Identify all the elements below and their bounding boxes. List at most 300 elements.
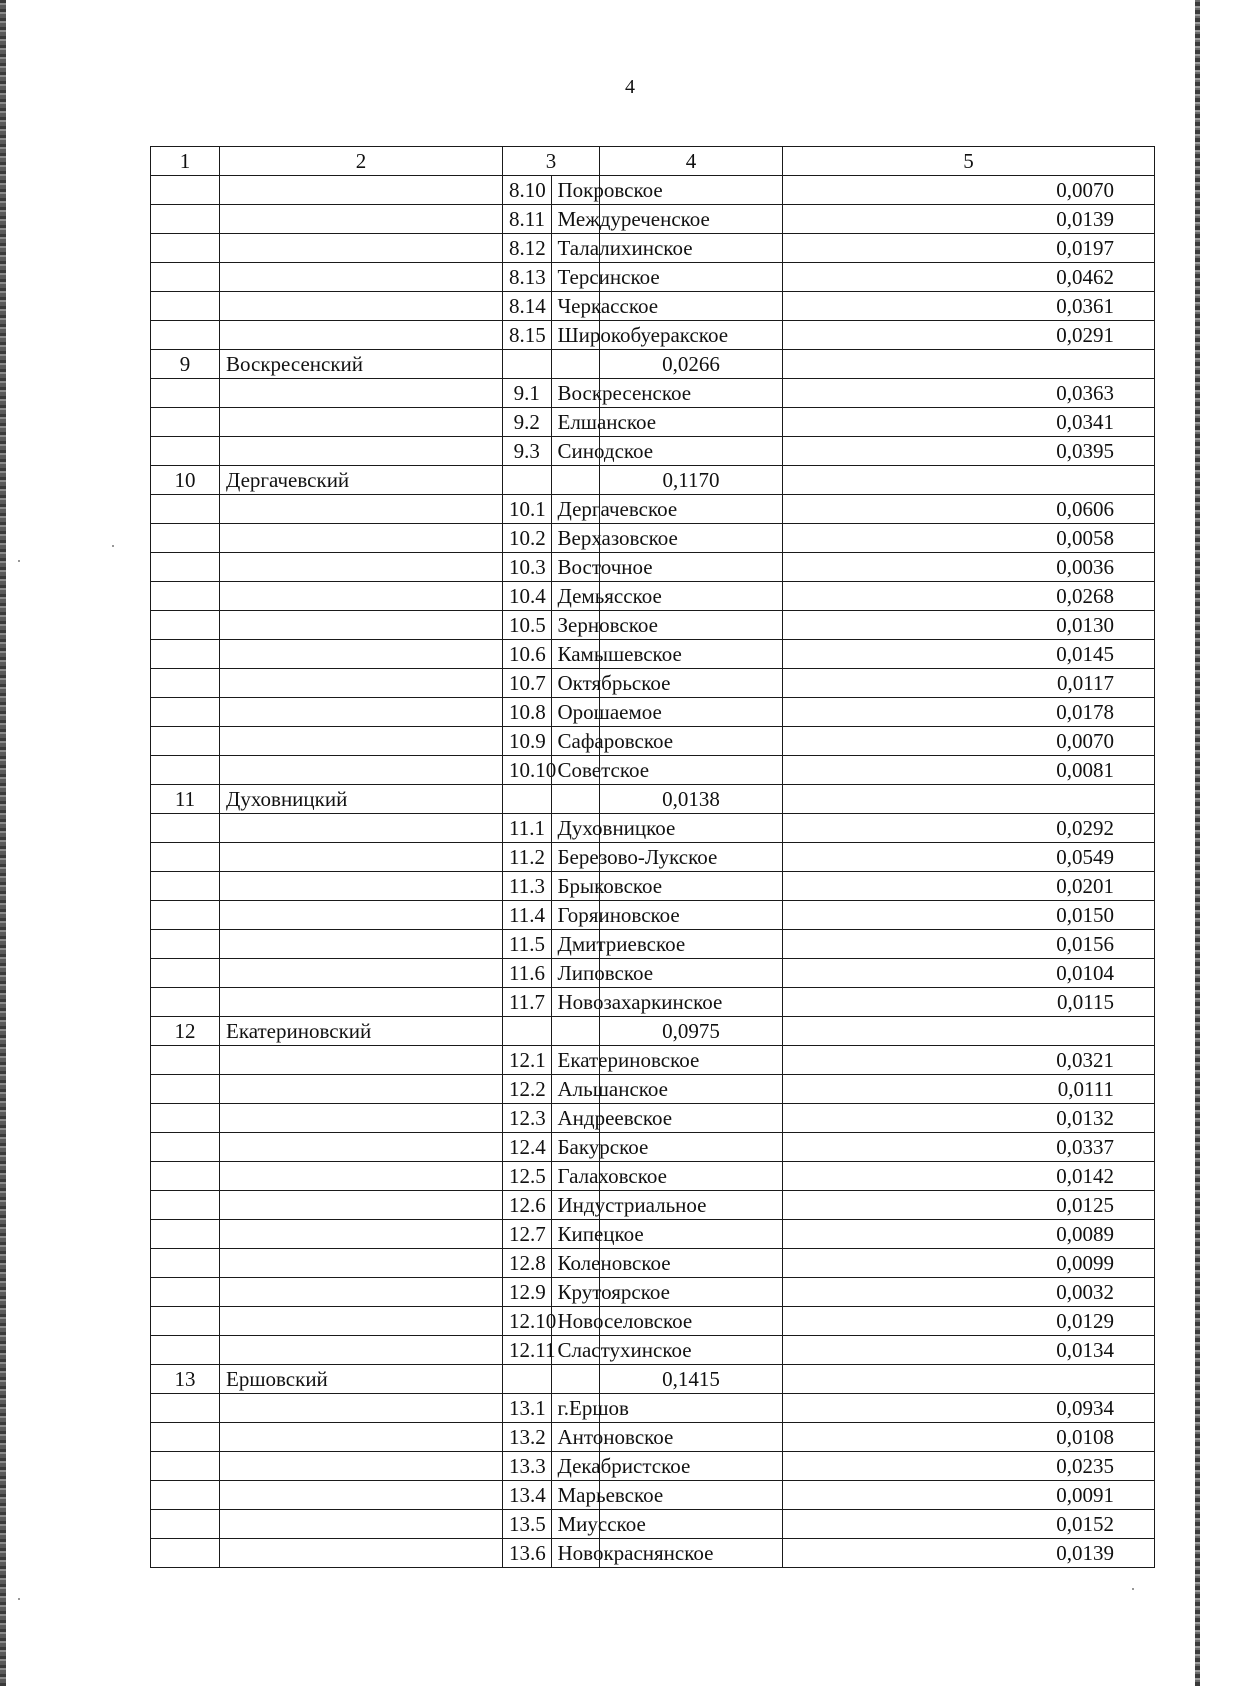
- cell-number: [151, 234, 220, 263]
- cell-number: [151, 408, 220, 437]
- settlement-row: [151, 1104, 1155, 1133]
- cell-settlement: Междуреченское: [551, 205, 600, 234]
- cell-number: [151, 1452, 220, 1481]
- cell-district: [220, 1336, 503, 1365]
- cell-code: 11.2: [503, 843, 552, 872]
- cell-number: 11: [151, 785, 220, 814]
- settlement-row: [151, 292, 1155, 321]
- cell-coefficient-settlement: 0,0115: [783, 988, 1155, 1017]
- cell-coefficient-district: 0,1170: [600, 466, 783, 495]
- cell-settlement: Демьясское: [551, 582, 600, 611]
- cell-number: [151, 756, 220, 785]
- cell-settlement: Марьевское: [551, 1481, 600, 1510]
- cell-number: [151, 698, 220, 727]
- cell-code: 10.10: [503, 756, 552, 785]
- cell-settlement: Орошаемое: [551, 698, 600, 727]
- cell-district: [220, 930, 503, 959]
- cell-number: [151, 1278, 220, 1307]
- cell-code: 12.1: [503, 1046, 552, 1075]
- settlement-row: [151, 1336, 1155, 1365]
- cell-district: [220, 1104, 503, 1133]
- cell-coefficient-settlement: [783, 466, 1155, 495]
- cell-settlement: Галаховское: [551, 1162, 600, 1191]
- cell-coefficient-settlement: 0,0337: [783, 1133, 1155, 1162]
- cell-district: [220, 727, 503, 756]
- cell-code: 11.6: [503, 959, 552, 988]
- cell-coefficient-settlement: 0,0104: [783, 959, 1155, 988]
- cell-code: 10.2: [503, 524, 552, 553]
- settlement-row: [151, 1510, 1155, 1539]
- cell-district: [220, 1191, 503, 1220]
- cell-district: [220, 379, 503, 408]
- cell-coefficient-settlement: 0,0156: [783, 930, 1155, 959]
- cell-coefficient-settlement: [783, 785, 1155, 814]
- cell-code: 11.7: [503, 988, 552, 1017]
- coefficient-table: [150, 146, 1155, 1568]
- scan-speck: [1132, 1588, 1134, 1590]
- cell-settlement: Новокраснянское: [551, 1539, 600, 1568]
- cell-settlement: Екатериновское: [551, 1046, 600, 1075]
- cell-code: 12.9: [503, 1278, 552, 1307]
- cell-number: [151, 1162, 220, 1191]
- cell-settlement: Воскресенское: [551, 379, 600, 408]
- cell-settlement: Декабристское: [551, 1452, 600, 1481]
- cell-number: [151, 1104, 220, 1133]
- cell-coefficient-settlement: 0,0341: [783, 408, 1155, 437]
- settlement-row: [151, 176, 1155, 205]
- cell-settlement: Черкасское: [551, 292, 600, 321]
- cell-coefficient-settlement: 0,0032: [783, 1278, 1155, 1307]
- cell-settlement: Верхазовское: [551, 524, 600, 553]
- cell-settlement: Коленовское: [551, 1249, 600, 1278]
- cell-district: [220, 292, 503, 321]
- cell-number: [151, 1510, 220, 1539]
- cell-code: 12.2: [503, 1075, 552, 1104]
- header-col-2: 2: [220, 147, 503, 176]
- cell-code: 12.3: [503, 1104, 552, 1133]
- cell-number: 10: [151, 466, 220, 495]
- cell-district: [220, 234, 503, 263]
- settlement-row: [151, 611, 1155, 640]
- cell-coefficient-settlement: 0,0036: [783, 553, 1155, 582]
- cell-coefficient-settlement: 0,0462: [783, 263, 1155, 292]
- cell-settlement: Индустриальное: [551, 1191, 600, 1220]
- cell-coefficient-settlement: 0,0117: [783, 669, 1155, 698]
- cell-number: [151, 495, 220, 524]
- cell-number: [151, 205, 220, 234]
- scan-border-right: [1195, 0, 1200, 1686]
- cell-coefficient-settlement: 0,0934: [783, 1394, 1155, 1423]
- cell-settlement: Дергачевское: [551, 495, 600, 524]
- cell-coefficient-settlement: 0,0321: [783, 1046, 1155, 1075]
- cell-coefficient-settlement: 0,0129: [783, 1307, 1155, 1336]
- cell-coefficient-district: 0,0975: [600, 1017, 783, 1046]
- cell-code: 12.7: [503, 1220, 552, 1249]
- cell-district: [220, 205, 503, 234]
- cell-number: [151, 176, 220, 205]
- district-row: [151, 350, 1155, 379]
- cell-district: [220, 1133, 503, 1162]
- cell-district: [220, 582, 503, 611]
- cell-district: [220, 1307, 503, 1336]
- cell-number: 13: [151, 1365, 220, 1394]
- cell-code: 10.6: [503, 640, 552, 669]
- cell-number: [151, 1336, 220, 1365]
- cell-coefficient-settlement: 0,0108: [783, 1423, 1155, 1452]
- settlement-row: [151, 1423, 1155, 1452]
- cell-settlement: Камышевское: [551, 640, 600, 669]
- settlement-row: [151, 901, 1155, 930]
- cell-coefficient-settlement: 0,0145: [783, 640, 1155, 669]
- cell-number: [151, 611, 220, 640]
- cell-number: [151, 727, 220, 756]
- cell-district: [220, 1452, 503, 1481]
- scan-speck: [18, 1598, 20, 1600]
- cell-district: [220, 1162, 503, 1191]
- settlement-row: [151, 814, 1155, 843]
- cell-district: [220, 553, 503, 582]
- cell-code: 12.10: [503, 1307, 552, 1336]
- cell-settlement: [551, 1017, 600, 1046]
- cell-number: [151, 1249, 220, 1278]
- cell-settlement: Антоновское: [551, 1423, 600, 1452]
- cell-settlement: [551, 466, 600, 495]
- cell-settlement: Терсинское: [551, 263, 600, 292]
- cell-settlement: [551, 350, 600, 379]
- cell-code: 10.4: [503, 582, 552, 611]
- cell-coefficient-district: 0,0266: [600, 350, 783, 379]
- page-number: 4: [625, 76, 635, 98]
- cell-district: [220, 524, 503, 553]
- cell-coefficient-district: 0,0138: [600, 785, 783, 814]
- cell-code: 12.5: [503, 1162, 552, 1191]
- cell-district: [220, 1278, 503, 1307]
- settlement-row: [151, 437, 1155, 466]
- cell-code: 8.15: [503, 321, 552, 350]
- cell-coefficient-settlement: 0,0363: [783, 379, 1155, 408]
- cell-settlement: Липовское: [551, 959, 600, 988]
- cell-settlement: Сафаровское: [551, 727, 600, 756]
- cell-district: [220, 756, 503, 785]
- cell-district: Екатериновский: [220, 1017, 503, 1046]
- cell-settlement: Альшанское: [551, 1075, 600, 1104]
- cell-code: 12.6: [503, 1191, 552, 1220]
- cell-coefficient-settlement: 0,0132: [783, 1104, 1155, 1133]
- cell-district: [220, 1046, 503, 1075]
- cell-number: [151, 1481, 220, 1510]
- cell-number: [151, 1220, 220, 1249]
- cell-number: [151, 843, 220, 872]
- cell-code: 11.3: [503, 872, 552, 901]
- cell-settlement: Брыковское: [551, 872, 600, 901]
- cell-code: 9.1: [503, 379, 552, 408]
- cell-district: [220, 437, 503, 466]
- settlement-row: [151, 379, 1155, 408]
- cell-district: [220, 1394, 503, 1423]
- cell-district: [220, 872, 503, 901]
- scan-speck: [112, 545, 114, 547]
- cell-settlement: Березово-Лукское: [551, 843, 600, 872]
- cell-district: [220, 1539, 503, 1568]
- settlement-row: [151, 582, 1155, 611]
- cell-code: [503, 785, 552, 814]
- cell-settlement: [551, 785, 600, 814]
- cell-number: [151, 930, 220, 959]
- cell-code: 11.1: [503, 814, 552, 843]
- cell-code: 10.7: [503, 669, 552, 698]
- settlement-row: [151, 1278, 1155, 1307]
- cell-district: [220, 176, 503, 205]
- cell-settlement: Восточное: [551, 553, 600, 582]
- cell-code: 12.4: [503, 1133, 552, 1162]
- cell-district: [220, 1481, 503, 1510]
- cell-district: [220, 901, 503, 930]
- cell-district: [220, 408, 503, 437]
- cell-code: 13.1: [503, 1394, 552, 1423]
- settlement-row: [151, 1307, 1155, 1336]
- cell-coefficient-settlement: 0,0292: [783, 814, 1155, 843]
- cell-district: [220, 669, 503, 698]
- cell-code: 9.3: [503, 437, 552, 466]
- cell-number: [151, 263, 220, 292]
- cell-coefficient-settlement: 0,0197: [783, 234, 1155, 263]
- cell-settlement: Горяиновское: [551, 901, 600, 930]
- cell-settlement: Покровское: [551, 176, 600, 205]
- cell-code: [503, 1017, 552, 1046]
- cell-number: [151, 640, 220, 669]
- cell-number: [151, 988, 220, 1017]
- cell-code: 11.5: [503, 930, 552, 959]
- settlement-row: [151, 495, 1155, 524]
- cell-number: [151, 321, 220, 350]
- cell-district: [220, 1510, 503, 1539]
- cell-district: [220, 1249, 503, 1278]
- settlement-row: [151, 1220, 1155, 1249]
- settlement-row: [151, 930, 1155, 959]
- cell-code: 13.5: [503, 1510, 552, 1539]
- cell-settlement: Октябрьское: [551, 669, 600, 698]
- cell-settlement: Советское: [551, 756, 600, 785]
- cell-number: [151, 814, 220, 843]
- cell-number: [151, 1075, 220, 1104]
- settlement-row: [151, 959, 1155, 988]
- cell-code: 8.14: [503, 292, 552, 321]
- cell-number: [151, 379, 220, 408]
- cell-district: [220, 698, 503, 727]
- cell-coefficient-settlement: 0,0142: [783, 1162, 1155, 1191]
- cell-coefficient-settlement: 0,0395: [783, 437, 1155, 466]
- cell-number: [151, 1191, 220, 1220]
- cell-number: [151, 553, 220, 582]
- settlement-row: [151, 843, 1155, 872]
- cell-code: 8.11: [503, 205, 552, 234]
- cell-district: [220, 321, 503, 350]
- settlement-row: [151, 524, 1155, 553]
- cell-district: [220, 814, 503, 843]
- cell-settlement: Синодское: [551, 437, 600, 466]
- settlement-row: [151, 1249, 1155, 1278]
- cell-district: [220, 843, 503, 872]
- cell-district: [220, 640, 503, 669]
- cell-number: [151, 959, 220, 988]
- settlement-row: [151, 1191, 1155, 1220]
- cell-code: [503, 350, 552, 379]
- cell-coefficient-settlement: 0,0058: [783, 524, 1155, 553]
- cell-settlement: Сластухинское: [551, 1336, 600, 1365]
- settlement-row: [151, 1133, 1155, 1162]
- cell-district: Воскресенский: [220, 350, 503, 379]
- cell-district: [220, 263, 503, 292]
- cell-district: [220, 1075, 503, 1104]
- cell-coefficient-settlement: [783, 350, 1155, 379]
- cell-coefficient-settlement: 0,0130: [783, 611, 1155, 640]
- cell-code: 8.12: [503, 234, 552, 263]
- cell-settlement: Зерновское: [551, 611, 600, 640]
- cell-number: [151, 1539, 220, 1568]
- cell-number: [151, 669, 220, 698]
- cell-number: [151, 1394, 220, 1423]
- cell-district: Дергачевский: [220, 466, 503, 495]
- settlement-row: [151, 756, 1155, 785]
- cell-number: [151, 1423, 220, 1452]
- cell-number: 9: [151, 350, 220, 379]
- cell-settlement: Дмитриевское: [551, 930, 600, 959]
- cell-coefficient-settlement: 0,0139: [783, 1539, 1155, 1568]
- cell-coefficient-settlement: 0,0081: [783, 756, 1155, 785]
- cell-coefficient-settlement: 0,0099: [783, 1249, 1155, 1278]
- settlement-row: [151, 988, 1155, 1017]
- settlement-row: [151, 1539, 1155, 1568]
- cell-district: [220, 1423, 503, 1452]
- header-col-3: 3: [503, 147, 600, 176]
- cell-district: [220, 1220, 503, 1249]
- cell-coefficient-settlement: 0,0549: [783, 843, 1155, 872]
- cell-code: 13.3: [503, 1452, 552, 1481]
- cell-settlement: Бакурское: [551, 1133, 600, 1162]
- cell-code: 13.2: [503, 1423, 552, 1452]
- cell-district: [220, 988, 503, 1017]
- settlement-row: [151, 408, 1155, 437]
- settlement-row: [151, 234, 1155, 263]
- district-row: [151, 466, 1155, 495]
- cell-settlement: Талалихинское: [551, 234, 600, 263]
- cell-district: [220, 495, 503, 524]
- cell-code: 13.4: [503, 1481, 552, 1510]
- cell-settlement: Новозахаркинское: [551, 988, 600, 1017]
- settlement-row: [151, 1394, 1155, 1423]
- cell-coefficient-settlement: 0,0125: [783, 1191, 1155, 1220]
- scan-speck: [18, 560, 20, 562]
- settlement-row: [151, 553, 1155, 582]
- cell-coefficient-settlement: [783, 1017, 1155, 1046]
- cell-number: [151, 582, 220, 611]
- cell-settlement: Широкобуеракское: [551, 321, 600, 350]
- cell-number: [151, 292, 220, 321]
- cell-settlement: Елшанское: [551, 408, 600, 437]
- cell-number: [151, 1307, 220, 1336]
- cell-coefficient-settlement: 0,0201: [783, 872, 1155, 901]
- settlement-row: [151, 727, 1155, 756]
- cell-number: [151, 437, 220, 466]
- cell-coefficient-settlement: 0,0150: [783, 901, 1155, 930]
- cell-coefficient-settlement: 0,0178: [783, 698, 1155, 727]
- settlement-row: [151, 669, 1155, 698]
- cell-number: [151, 901, 220, 930]
- cell-code: 11.4: [503, 901, 552, 930]
- cell-district: [220, 959, 503, 988]
- cell-district: [220, 611, 503, 640]
- cell-coefficient-settlement: 0,0111: [783, 1075, 1155, 1104]
- cell-code: 9.2: [503, 408, 552, 437]
- cell-settlement: Новоселовское: [551, 1307, 600, 1336]
- cell-settlement: Андреевское: [551, 1104, 600, 1133]
- settlement-row: [151, 1452, 1155, 1481]
- settlement-row: [151, 1481, 1155, 1510]
- settlement-row: [151, 1046, 1155, 1075]
- district-row: [151, 785, 1155, 814]
- cell-coefficient-settlement: 0,0291: [783, 321, 1155, 350]
- header-col-5: 5: [783, 147, 1155, 176]
- cell-coefficient-district: 0,1415: [600, 1365, 783, 1394]
- cell-settlement: Кипецкое: [551, 1220, 600, 1249]
- cell-code: 12.11: [503, 1336, 552, 1365]
- cell-settlement: Миусское: [551, 1510, 600, 1539]
- cell-code: 10.8: [503, 698, 552, 727]
- cell-code: [503, 1365, 552, 1394]
- cell-number: 12: [151, 1017, 220, 1046]
- cell-code: 13.6: [503, 1539, 552, 1568]
- settlement-row: [151, 872, 1155, 901]
- cell-coefficient-settlement: 0,0606: [783, 495, 1155, 524]
- cell-code: [503, 466, 552, 495]
- cell-code: 8.10: [503, 176, 552, 205]
- cell-settlement: [551, 1365, 600, 1394]
- settlement-row: [151, 1075, 1155, 1104]
- settlement-row: [151, 640, 1155, 669]
- cell-district: Духовницкий: [220, 785, 503, 814]
- cell-code: 10.5: [503, 611, 552, 640]
- header-col-4: 4: [600, 147, 783, 176]
- cell-coefficient-settlement: 0,0134: [783, 1336, 1155, 1365]
- cell-coefficient-settlement: 0,0235: [783, 1452, 1155, 1481]
- cell-settlement: Духовницкое: [551, 814, 600, 843]
- cell-coefficient-settlement: 0,0091: [783, 1481, 1155, 1510]
- cell-coefficient-settlement: 0,0268: [783, 582, 1155, 611]
- settlement-row: [151, 698, 1155, 727]
- cell-coefficient-settlement: 0,0152: [783, 1510, 1155, 1539]
- cell-coefficient-settlement: 0,0070: [783, 727, 1155, 756]
- cell-number: [151, 1046, 220, 1075]
- settlement-row: [151, 321, 1155, 350]
- cell-code: 10.3: [503, 553, 552, 582]
- cell-coefficient-settlement: 0,0089: [783, 1220, 1155, 1249]
- cell-coefficient-settlement: [783, 1365, 1155, 1394]
- settlement-row: [151, 205, 1155, 234]
- cell-number: [151, 1133, 220, 1162]
- cell-coefficient-settlement: 0,0070: [783, 176, 1155, 205]
- settlement-row: [151, 1162, 1155, 1191]
- district-row: [151, 1017, 1155, 1046]
- cell-settlement: г.Ершов: [551, 1394, 600, 1423]
- cell-code: 12.8: [503, 1249, 552, 1278]
- cell-coefficient-settlement: 0,0139: [783, 205, 1155, 234]
- cell-code: 10.1: [503, 495, 552, 524]
- cell-code: 10.9: [503, 727, 552, 756]
- cell-coefficient-settlement: 0,0361: [783, 292, 1155, 321]
- table-header-row: [151, 147, 1155, 176]
- cell-number: [151, 524, 220, 553]
- cell-code: 8.13: [503, 263, 552, 292]
